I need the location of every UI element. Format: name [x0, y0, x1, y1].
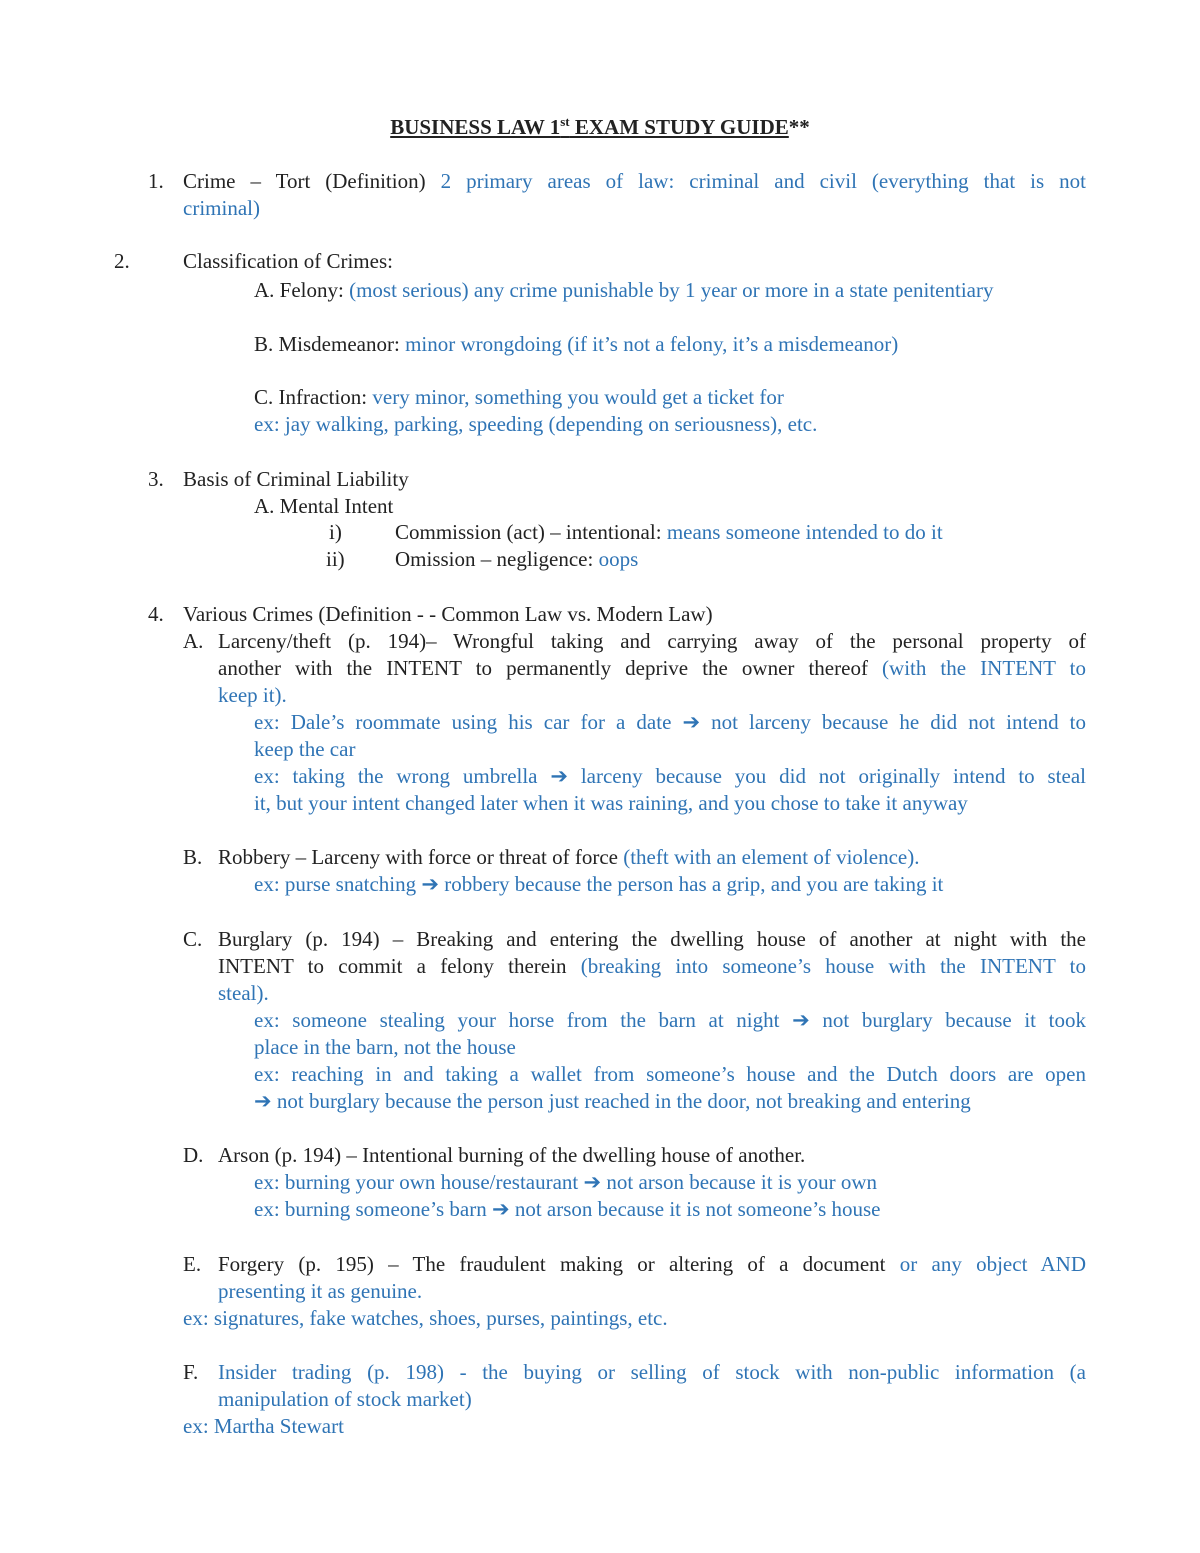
robbery-definition: Robbery – Larceny with force or threat of force (theft with an element of violence).	[218, 845, 920, 869]
section-number-3: 3.	[148, 467, 164, 491]
felony-item: A. Felony: (most serious) any crime punishable by 1 year or more in a state penitentiary	[254, 278, 994, 302]
section-1-line-1: Crime – Tort (Definition) 2 primary areas of law: criminal and civil (everything that is not	[183, 169, 1086, 193]
arrow-icon: ➔	[792, 1008, 810, 1032]
arson-definition: Arson (p. 194) – Intentional burning of the dwelling house of another.	[218, 1143, 806, 1167]
commission-item: Commission (act) – intentional: means someone intended to do it	[395, 520, 943, 544]
arrow-icon: ➔	[421, 872, 439, 896]
insider-trading-line-1: Insider trading (p. 198) - the buying or selling of stock with non-public information (a	[218, 1360, 1086, 1384]
section-4-heading: Various Crimes (Definition - - Common Law vs. Modern Law)	[183, 602, 713, 626]
larceny-line-1: Larceny/theft (p. 194)– Wrongful taking and carrying away of the personal property of	[218, 629, 1086, 653]
roman-i: i)	[329, 520, 342, 544]
larceny-example-1: ex: Dale’s roommate using his car for a date ➔ not larceny because he did not intend to	[254, 710, 1086, 734]
robbery-example: ex: purse snatching ➔ robbery because the person has a grip, and you are taking it	[254, 872, 944, 896]
burglary-example-2: ex: reaching in and taking a wallet from someone’s house and the Dutch doors are open	[254, 1062, 1086, 1086]
section-number-2: 2.	[114, 249, 130, 273]
arrow-icon: ➔	[550, 764, 568, 788]
section-2-heading: Classification of Crimes:	[183, 249, 393, 273]
forgery-letter: E.	[183, 1252, 202, 1276]
robbery-letter: B.	[183, 845, 203, 869]
arrow-icon: ➔	[491, 1197, 510, 1221]
section-3-heading: Basis of Criminal Liability	[183, 467, 409, 491]
insider-trading-example: ex: Martha Stewart	[183, 1414, 344, 1438]
mental-intent-item: A. Mental Intent	[254, 494, 394, 518]
section-number-4: 4.	[148, 602, 164, 626]
burglary-line-1: Burglary (p. 194) – Breaking and entering the dwelling house of another at night with the	[218, 927, 1086, 951]
arson-letter: D.	[183, 1143, 204, 1167]
roman-ii: ii)	[326, 547, 345, 571]
infraction-example: ex: jay walking, parking, speeding (depending on seriousness), etc.	[254, 412, 818, 436]
burglary-letter: C.	[183, 927, 203, 951]
burglary-example-1: ex: someone stealing your horse from the barn at night ➔ not burglary because it took	[254, 1008, 1086, 1032]
larceny-example-2: ex: taking the wrong umbrella ➔ larceny because you did not originally intend to steal	[254, 764, 1086, 788]
arrow-icon: ➔	[254, 1089, 272, 1113]
forgery-line-1: Forgery (p. 195) – The fraudulent making or altering of a document or any object AND	[218, 1252, 1087, 1276]
arrow-icon: ➔	[682, 710, 701, 734]
insider-trading-letter: F.	[183, 1360, 199, 1384]
section-number-1: 1.	[148, 169, 164, 193]
section-1-line-2: criminal)	[183, 196, 260, 220]
burglary-example-1-cont: place in the barn, not the house	[254, 1035, 516, 1059]
larceny-letter: A.	[183, 629, 204, 653]
arson-example-1: ex: burning your own house/restaurant ➔ not arson because it is your own	[254, 1170, 877, 1194]
larceny-example-1-cont: keep the car	[254, 737, 356, 761]
arson-example-2: ex: burning someone’s barn ➔ not arson because it is not someone’s house	[254, 1197, 881, 1221]
omission-item: Omission – negligence: oops	[395, 547, 639, 571]
larceny-line-3: keep it).	[218, 683, 287, 707]
insider-trading-line-2: manipulation of stock market)	[218, 1387, 472, 1411]
larceny-example-2-cont: it, but your intent changed later when it was raining, and you chose to take it anyway	[254, 791, 968, 815]
arrow-icon: ➔	[583, 1170, 602, 1194]
burglary-example-2-cont: ➔ not burglary because the person just reached in the door, not breaking and entering	[254, 1089, 971, 1113]
infraction-item: C. Infraction: very minor, something you would get a ticket for	[254, 385, 784, 409]
burglary-line-3: steal).	[218, 981, 269, 1005]
larceny-line-2: another with the INTENT to permanently deprive the owner thereof (with the INTENT to	[218, 656, 1087, 680]
forgery-example: ex: signatures, fake watches, shoes, purses, paintings, etc.	[183, 1306, 668, 1330]
misdemeanor-item: B. Misdemeanor: minor wrongdoing (if it’s not a felony, it’s a misdemeanor)	[254, 332, 899, 356]
forgery-line-2: presenting it as genuine.	[218, 1279, 423, 1303]
page-title: BUSINESS LAW 1st EXAM STUDY GUIDE**	[390, 114, 810, 139]
burglary-line-2: INTENT to commit a felony therein (breaking into someone’s house with the INTENT to	[218, 954, 1086, 978]
